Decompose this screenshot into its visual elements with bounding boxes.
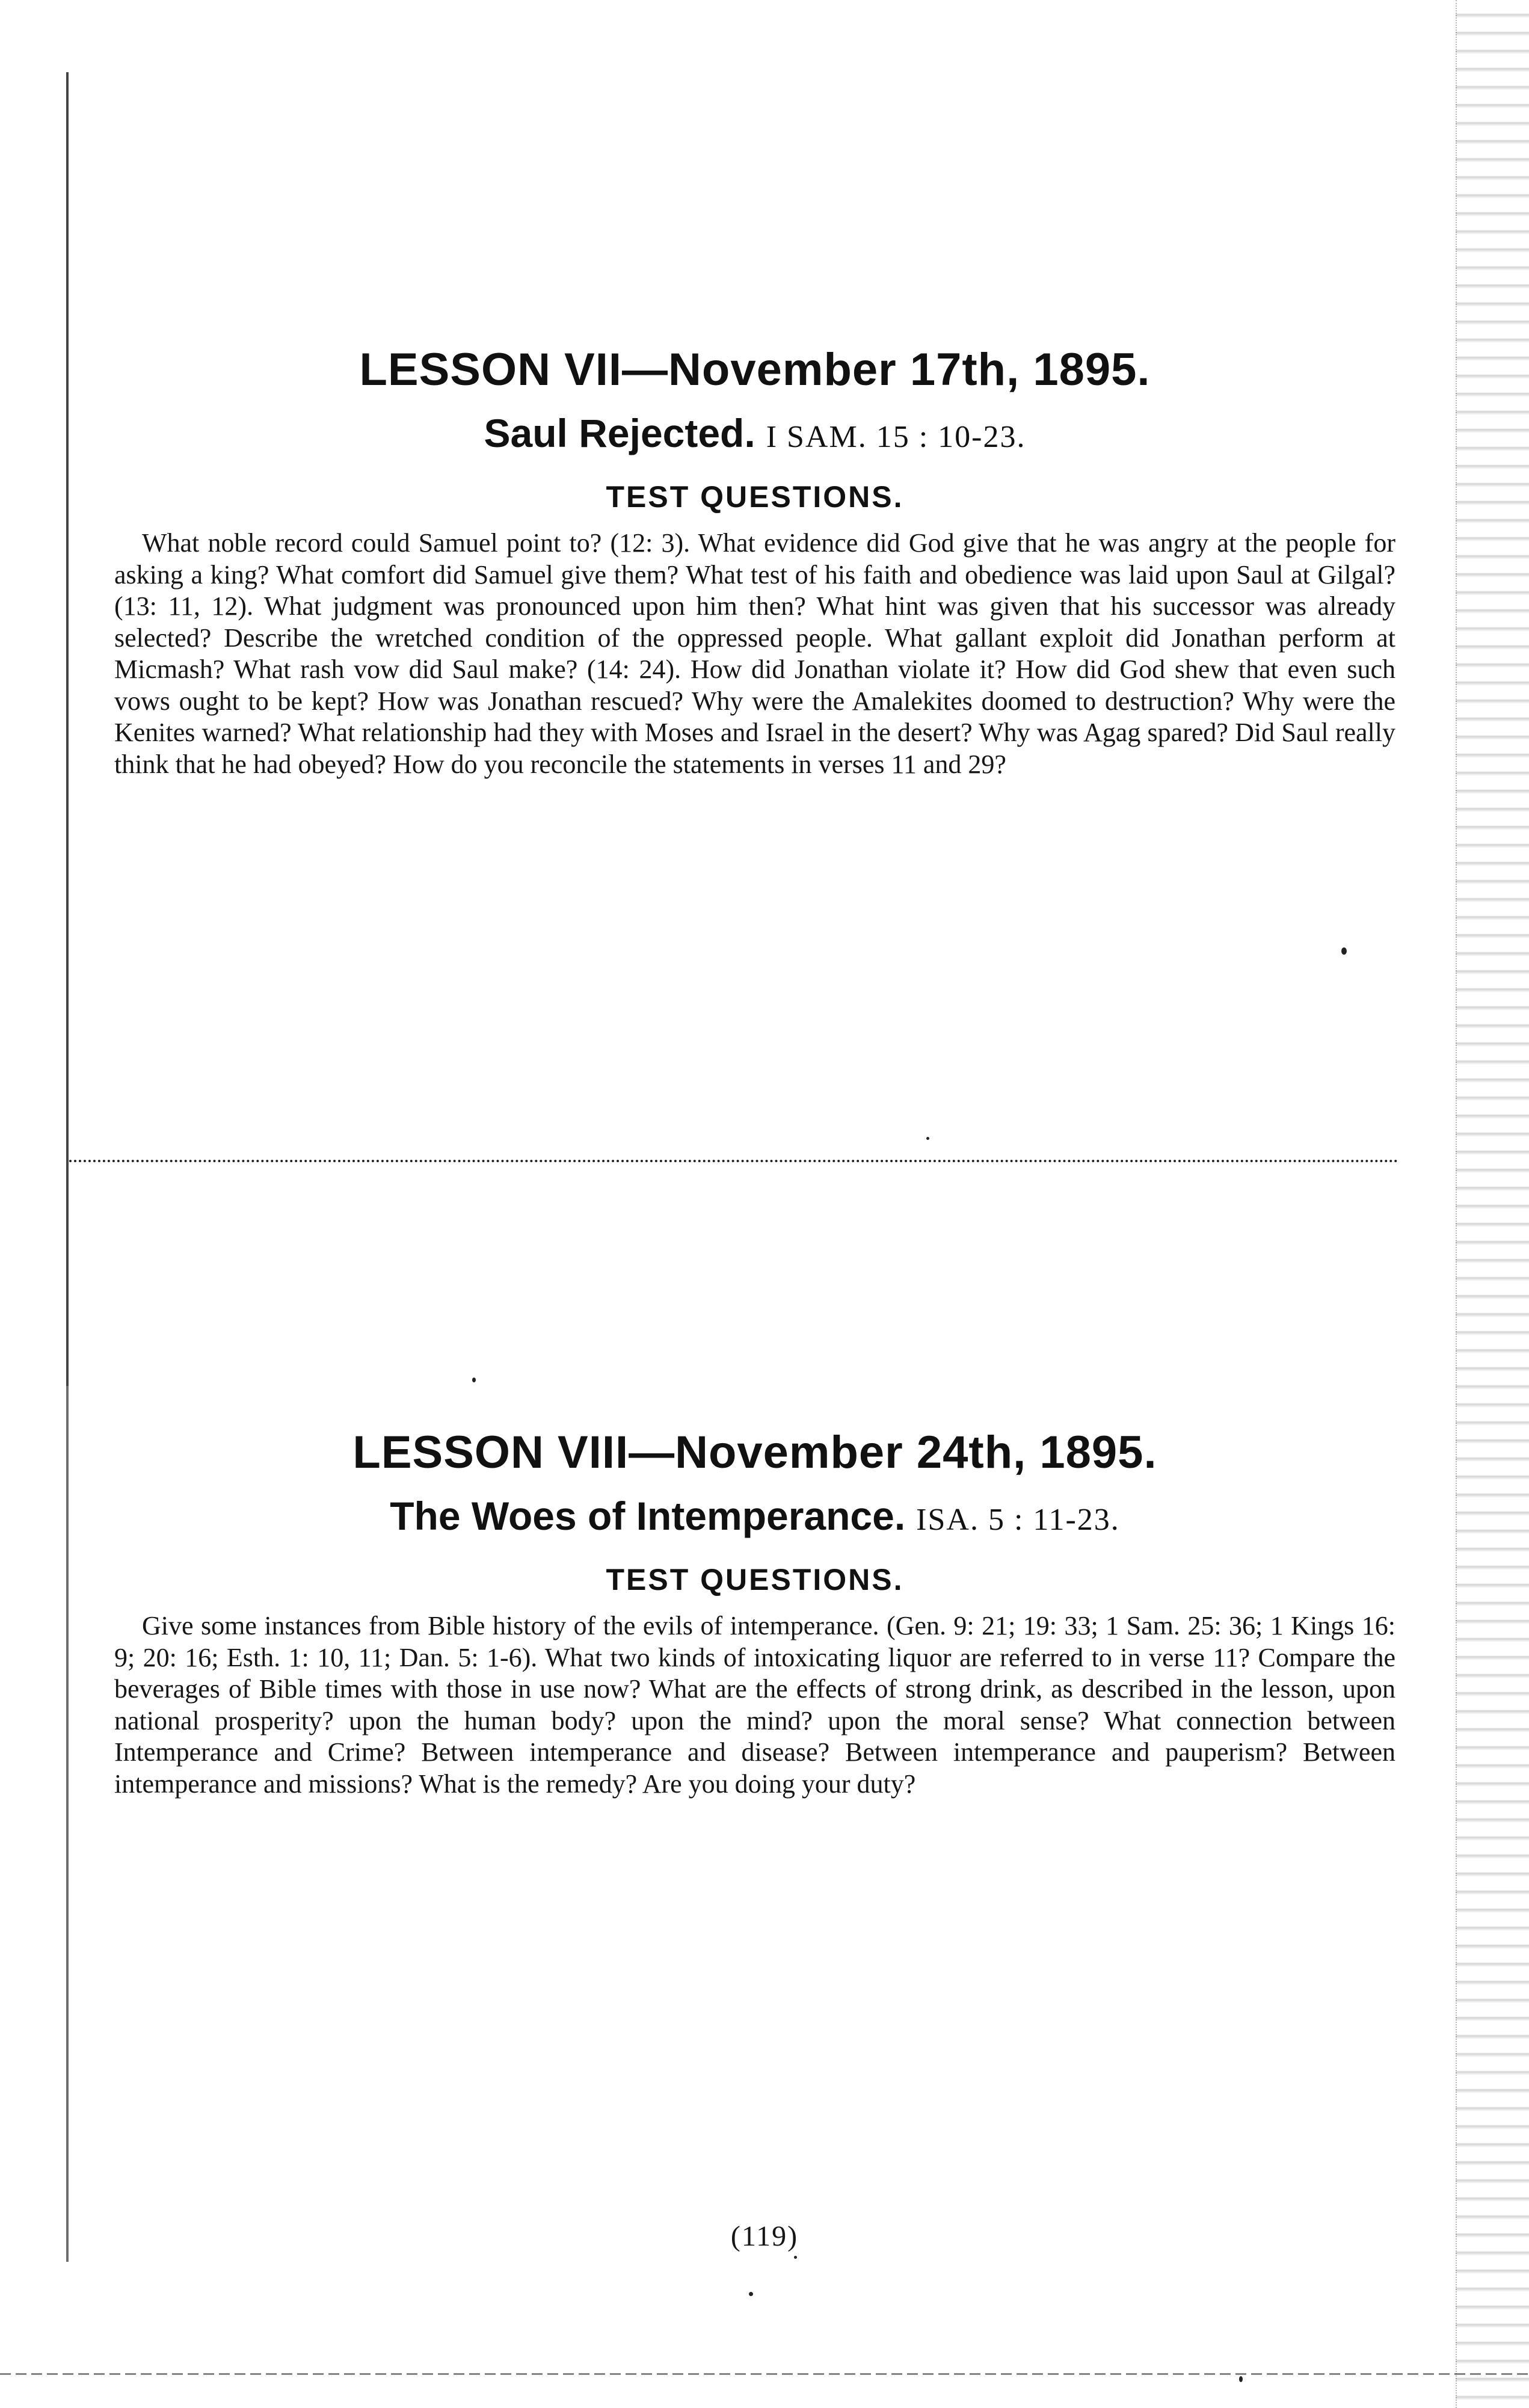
- page-number: (119): [730, 2220, 799, 2252]
- scan-speck: [794, 2256, 797, 2259]
- lesson-title: LESSON VIII—November 24th, 1895.: [352, 1427, 1157, 1478]
- scripture-reference: I SAM. 15 : 10-23.: [766, 420, 1026, 454]
- lesson-subtitle: [114, 403, 1395, 467]
- lesson-subtitle: [114, 1486, 1395, 1550]
- scan-speck: [1239, 2376, 1243, 2382]
- scan-speck: [926, 1137, 929, 1140]
- section-divider: [69, 1160, 1398, 1162]
- test-questions-heading: TEST QUESTIONS.: [606, 1563, 904, 1597]
- scan-left-edge-line: [66, 72, 69, 2262]
- test-questions-text: Give some instances from Bible history of the evils of intemperance. (Gen. 9: 21; 19: 33; 1 Sam. 25: 36; 1 Kings 16: 9; 20: 16; Esth. 1: 10, 11; Dan. 5: 1-6). What two kinds of intoxicating liquor are referred to in verse 11? Compare the beverages of Bible times with those in use now? What are the effects of strong drink, as described in the lesson, upon national prosperity? upon the human body? upon the mind? upon the moral sense? What connection between Intemperance and Crime? Between intemperance and disease? Between intemperance and pauperism? Between intemperance and missions? What is the remedy? Are you doing your duty?: [114, 1611, 1395, 1799]
- scan-speck: [472, 1378, 476, 1382]
- lesson-topic: Saul Rejected.: [484, 411, 755, 455]
- lesson-vii-section: [114, 337, 1395, 780]
- scan-speck: [749, 2292, 753, 2296]
- lesson-viii-section: [114, 1420, 1395, 1800]
- scripture-reference: ISA. 5 : 11-23.: [916, 1503, 1120, 1537]
- lesson-title: LESSON VII—November 17th, 1895.: [359, 344, 1151, 395]
- test-questions-text: What noble record could Samuel point to? (12: 3). What evidence did God give that he was angry at the people for asking a king? What comfort did Samuel give them? What test of his faith and obedience was laid upon Saul at Gilgal? (13: 11, 12). What judgment was pronounced upon him then? What hint was given that his successor was already selected? Describe the wretched condition of the oppressed people. What gallant exploit did Jonathan perform at Micmash? What rash vow did Saul make? (14: 24). How did Jonathan violate it? How did God shew that even such vows ought to be kept? How was Jonathan rescued? Why were the Amalekites doomed to destruction? Why were the Kenites warned? What relationship had they with Moses and Israel in the desert? Why was Agag spared? Did Saul really think that he had obeyed? How do you reconcile the statements in verses 11 and 29?: [114, 528, 1395, 779]
- scan-speck: [1341, 947, 1347, 955]
- lesson-topic: The Woes of Intemperance.: [390, 1494, 906, 1538]
- test-questions-heading: TEST QUESTIONS.: [606, 480, 904, 514]
- scan-right-edge-shadow: [1456, 0, 1529, 2408]
- scan-bottom-edge-line: [0, 2373, 1529, 2375]
